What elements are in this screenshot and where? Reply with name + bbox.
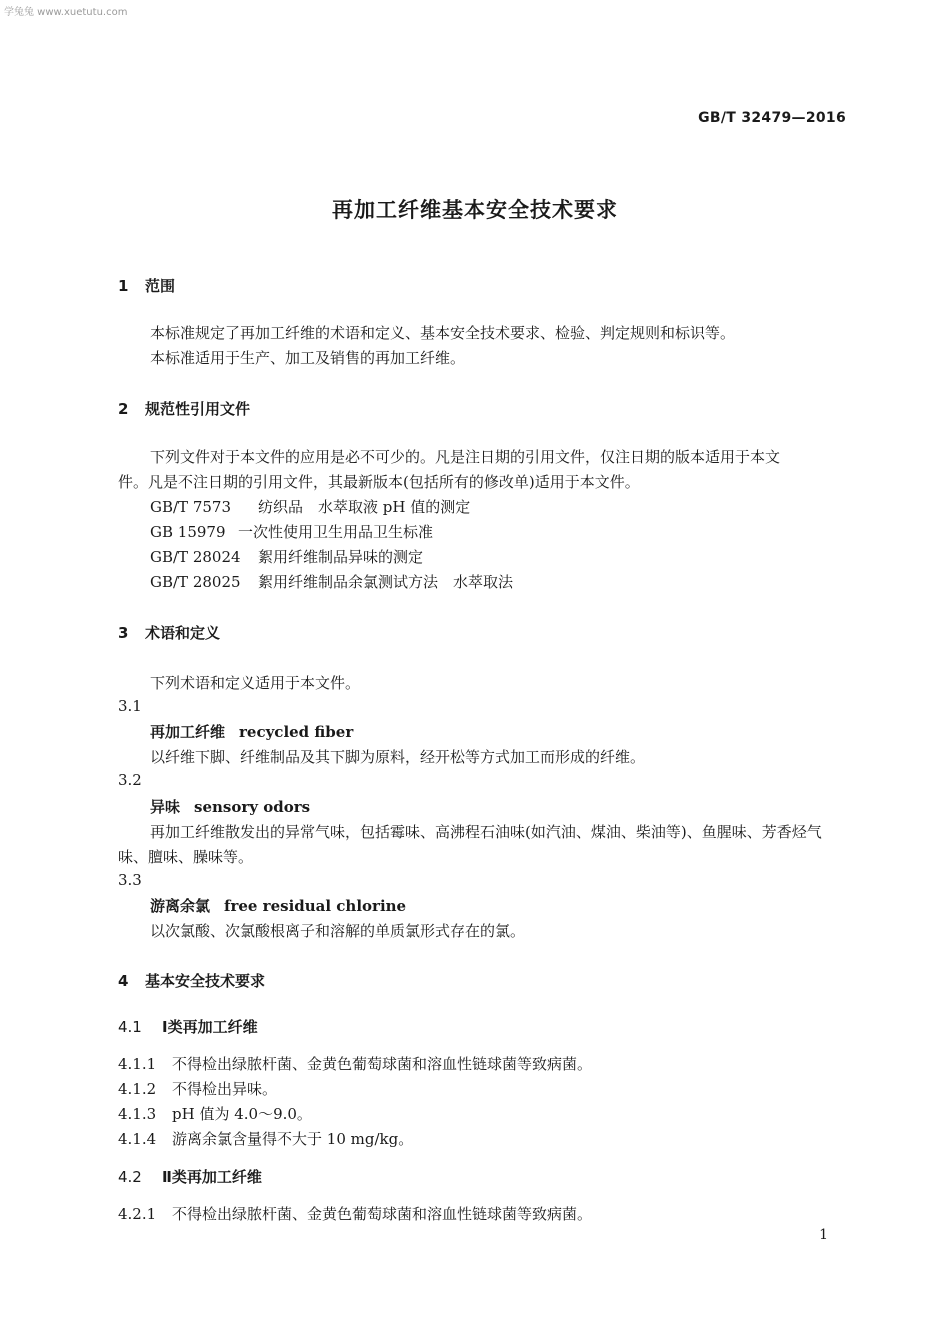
- reference-item: [150, 571, 513, 592]
- term-heading: [150, 895, 406, 916]
- term-chinese: 异味: [150, 798, 181, 816]
- section-number: 2: [118, 400, 129, 418]
- clause-number: 4.1.4: [118, 1130, 157, 1148]
- clause-text: 不得检出绿脓杆菌、金黄色葡萄球菌和溶血性链球菌等致病菌。: [172, 1055, 593, 1073]
- reference-name: 絮用纤维制品异味的测定: [258, 548, 424, 566]
- reference-item: [150, 521, 433, 542]
- clause: [118, 1053, 592, 1074]
- subsection-title: Ⅰ类再加工纤维: [162, 1018, 258, 1036]
- subsection-number: 4.2: [118, 1168, 142, 1186]
- reference-name: 纺织品 水萃取液 pH 值的测定: [258, 498, 471, 516]
- clause-number: 4.1.2: [118, 1080, 157, 1098]
- section-1-paragraph-2: 本标准适用于生产、加工及销售的再加工纤维。: [150, 349, 466, 367]
- reference-code: GB/T 28024: [150, 548, 241, 566]
- clause: [118, 1128, 413, 1149]
- section-3-intro: 下列术语和定义适用于本文件。: [150, 674, 361, 692]
- subsection-4-2-heading: [118, 1166, 262, 1187]
- clause-text: 不得检出绿脓杆菌、金黄色葡萄球菌和溶血性链球菌等致病菌。: [172, 1205, 593, 1223]
- term-definition: 以纤维下脚、纤维制品及其下脚为原料，经开松等方式加工而形成的纤维。: [150, 748, 646, 766]
- page-number: 1: [819, 1227, 828, 1243]
- term-heading: [150, 796, 310, 817]
- section-3-heading: [118, 622, 220, 643]
- clause-text: 游离余氯含量得不大于 10 mg/kg。: [172, 1130, 414, 1148]
- watermark-text: 学兔兔 www.xuetutu.com: [4, 7, 128, 18]
- term-number: 3.2: [118, 771, 142, 789]
- reference-code: GB 15979: [150, 523, 226, 541]
- reference-code: GB/T 7573: [150, 498, 232, 516]
- section-number: 4: [118, 972, 129, 990]
- section-2-paragraph-line-2: 件。凡是不注日期的引用文件，其最新版本(包括所有的修改单)适用于本文件。: [118, 473, 640, 491]
- standard-number: GB/T 32479—2016: [698, 110, 846, 126]
- term-definition: 以次氯酸、次氯酸根离子和溶解的单质氯形式存在的氯。: [150, 922, 526, 940]
- section-title: 术语和定义: [145, 624, 221, 642]
- term-heading: [150, 721, 353, 742]
- term-english: sensory odors: [194, 798, 311, 816]
- section-number: 3: [118, 624, 129, 642]
- section-title: 范围: [145, 277, 176, 295]
- clause: [118, 1103, 312, 1124]
- reference-name: 一次性使用卫生用品卫生标准: [238, 523, 434, 541]
- reference-item: [150, 546, 423, 567]
- term-definition-continued: 味、膻味、臊味等。: [118, 848, 254, 866]
- term-number: 3.1: [118, 697, 142, 715]
- section-1-heading: [118, 275, 175, 296]
- section-number: 1: [118, 277, 129, 295]
- term-english: recycled fiber: [239, 723, 354, 741]
- subsection-number: 4.1: [118, 1018, 142, 1036]
- term-english: free residual chlorine: [224, 897, 407, 915]
- term-chinese: 游离余氯: [150, 897, 211, 915]
- section-2-heading: [118, 398, 250, 419]
- page-title: 再加工纤维基本安全技术要求: [332, 198, 618, 222]
- section-title: 规范性引用文件: [145, 400, 251, 418]
- section-title: 基本安全技术要求: [145, 972, 266, 990]
- subsection-title: Ⅱ类再加工纤维: [162, 1168, 262, 1186]
- clause-text: pH 值为 4.0～9.0。: [172, 1105, 312, 1123]
- section-4-heading: [118, 970, 265, 991]
- clause-text: 不得检出异味。: [172, 1080, 278, 1098]
- term-chinese: 再加工纤维: [150, 723, 226, 741]
- subsection-4-1-heading: [118, 1016, 258, 1037]
- section-1-paragraph-1: 本标准规定了再加工纤维的术语和定义、基本安全技术要求、检验、判定规则和标识等。: [150, 324, 736, 342]
- reference-item: [150, 496, 470, 517]
- clause-number: 4.2.1: [118, 1205, 157, 1223]
- clause-number: 4.1.3: [118, 1105, 157, 1123]
- clause: [118, 1078, 277, 1099]
- reference-code: GB/T 28025: [150, 573, 241, 591]
- clause-number: 4.1.1: [118, 1055, 157, 1073]
- term-definition: 再加工纤维散发出的异常气味，包括霉味、高沸程石油味(如汽油、煤油、柴油等)、鱼腥味、芳香烃气: [150, 823, 822, 841]
- term-number: 3.3: [118, 871, 142, 889]
- reference-name: 絮用纤维制品余氯测试方法 水萃取法: [258, 573, 514, 591]
- section-2-paragraph-line-1: 下列文件对于本文件的应用是必不可少的。凡是注日期的引用文件，仅注日期的版本适用于本文: [150, 448, 781, 466]
- clause: [118, 1203, 592, 1224]
